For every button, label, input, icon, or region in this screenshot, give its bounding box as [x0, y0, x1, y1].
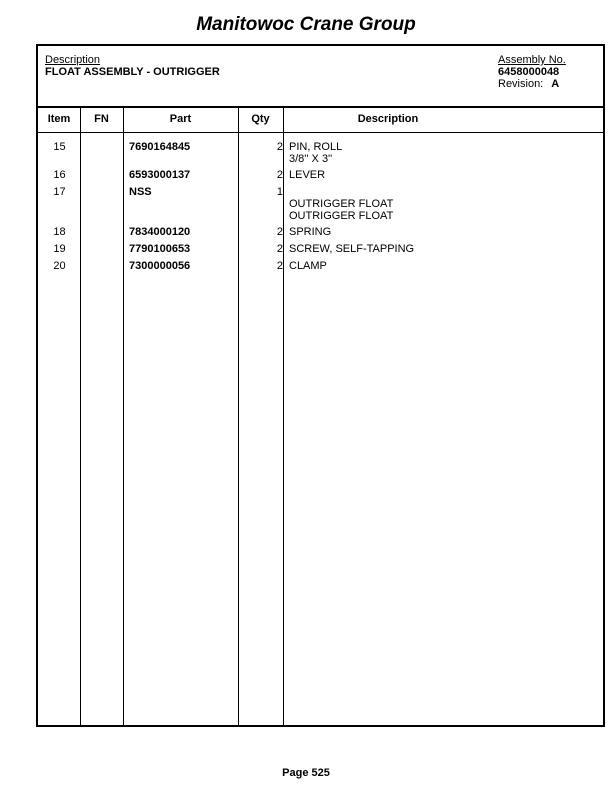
item-number: 16 — [53, 169, 66, 181]
part-description — [289, 226, 331, 238]
header-fn: FN — [94, 113, 109, 125]
part-number: 7690164845 — [129, 141, 191, 153]
assembly-number-value: 6458000048 — [498, 66, 560, 78]
description-line: OUTRIGGER FLOAT — [289, 210, 394, 222]
quantity: 2 — [276, 243, 283, 255]
part-number: 7834000120 — [129, 226, 191, 238]
assembly-description-block — [45, 54, 220, 78]
description-line: PIN, ROLL — [289, 141, 343, 153]
description-line: CLAMP — [289, 260, 327, 272]
quantity: 2 — [276, 226, 283, 238]
header-qty: Qty — [251, 113, 270, 125]
item-number: 17 — [53, 186, 66, 198]
item-number: 19 — [53, 243, 66, 255]
part-number: NSS — [129, 186, 152, 198]
part-description — [289, 186, 393, 222]
part-description — [289, 141, 342, 165]
quantity: 2 — [276, 260, 283, 272]
part-number: 7790100653 — [129, 243, 191, 255]
page-number: Page 525 — [282, 767, 330, 779]
description-line: OUTRIGGER FLOAT — [289, 198, 394, 210]
header-part: Part — [169, 113, 192, 125]
part-description — [289, 169, 325, 181]
part-description — [289, 260, 327, 272]
assembly-number-block — [498, 54, 566, 90]
assembly-number-label: Assembly No. — [498, 54, 566, 66]
header-description: Description — [357, 113, 419, 125]
part-number: 7300000056 — [129, 260, 191, 272]
item-number: 20 — [53, 260, 66, 272]
revision-value: A — [551, 78, 560, 90]
quantity: 2 — [276, 141, 283, 153]
description-line: 3/8'' X 3'' — [289, 153, 333, 165]
revision-line — [498, 78, 566, 90]
description-line: SPRING — [289, 226, 332, 238]
description-label: Description — [45, 54, 101, 66]
assembly-header — [38, 46, 603, 108]
description-line — [289, 186, 393, 198]
part-description — [289, 243, 414, 255]
part-number: 6593000137 — [129, 169, 191, 181]
item-number: 15 — [53, 141, 66, 153]
revision-label: Revision: — [498, 78, 544, 90]
document-title: Manitowoc Crane Group — [196, 14, 416, 35]
parts-list-frame — [36, 44, 605, 727]
quantity: 1 — [276, 186, 283, 198]
header-item: Item — [47, 113, 71, 125]
item-number: 18 — [53, 226, 66, 238]
quantity: 2 — [276, 169, 283, 181]
table-body — [38, 132, 603, 725]
description-line: LEVER — [289, 169, 326, 181]
table-header-row — [38, 106, 603, 133]
description-line: SCREW, SELF-TAPPING — [289, 243, 415, 255]
description-value: FLOAT ASSEMBLY - OUTRIGGER — [45, 66, 220, 78]
